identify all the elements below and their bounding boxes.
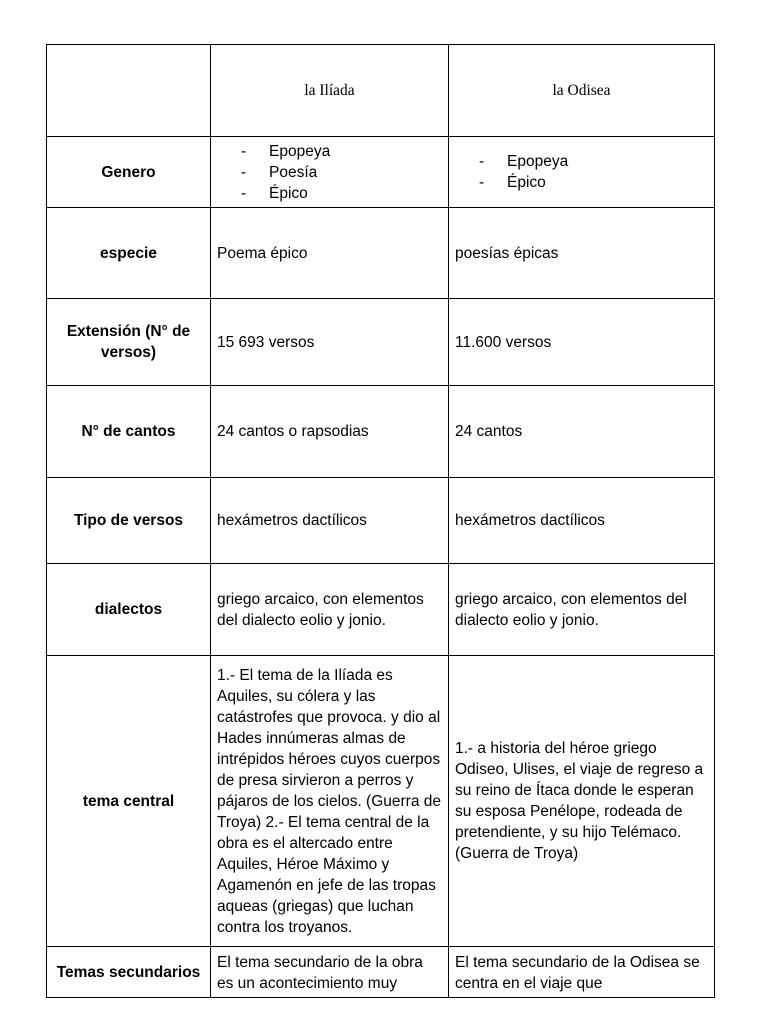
cell-dialectos-iliada: griego arcaico, con elementos del dialecto eolio y jonio. — [211, 564, 449, 656]
cell-especie-iliada: Poema épico — [211, 208, 449, 299]
list-item: - Épico — [241, 183, 442, 204]
header-iliada: la Ilíada — [211, 45, 449, 137]
list-item: - Epopeya — [479, 151, 708, 172]
row-especie — [47, 208, 715, 299]
row-dialectos — [47, 564, 715, 656]
row-temas-secundarios — [47, 947, 715, 998]
genero-odisea-list — [455, 151, 708, 193]
row-tipo-versos — [47, 478, 715, 564]
label-genero: Genero — [47, 137, 211, 208]
header-row — [47, 45, 715, 137]
list-item: - Épico — [479, 172, 708, 193]
cell-genero-odisea — [449, 137, 715, 208]
row-genero — [47, 137, 715, 208]
temas-secundarios-iliada-text: El tema secundario de la obra es un acontecimiento muy — [217, 954, 423, 992]
row-cantos — [47, 386, 715, 478]
label-tipo-versos: Tipo de versos — [47, 478, 211, 564]
list-item: - Poesía — [241, 162, 442, 183]
label-dialectos: dialectos — [47, 564, 211, 656]
cell-dialectos-odisea: griego arcaico, con elementos del dialecto eolio y jonio. — [449, 564, 715, 656]
cell-tema-central-odisea: 1.- a historia del héroe griego Odiseo, Ulises, el viaje de regreso a su reino de Ítaca donde le esperan su esposa Penélope, rodeada de pretendiente, y su hijo Telémaco. (Guerra de Troya) — [449, 656, 715, 947]
header-odisea: la Odisea — [449, 45, 715, 137]
label-cantos: N° de cantos — [47, 386, 211, 478]
cell-extension-iliada: 15 693 versos — [211, 299, 449, 386]
header-empty-cell — [47, 45, 211, 137]
cell-cantos-odisea: 24 cantos — [449, 386, 715, 478]
label-especie: especie — [47, 208, 211, 299]
cell-extension-odisea: 11.600 versos — [449, 299, 715, 386]
cell-especie-odisea: poesías épicas — [449, 208, 715, 299]
genero-iliada-list — [217, 141, 442, 204]
cell-temas-secundarios-odisea — [449, 947, 715, 998]
row-extension — [47, 299, 715, 386]
row-tema-central — [47, 656, 715, 947]
label-extension: Extensión (N° de versos) — [47, 299, 211, 386]
temas-secundarios-odisea-text: El tema secundario de la Odisea se centra en el viaje que — [455, 954, 700, 992]
label-temas-secundarios: Temas secundarios — [47, 947, 211, 998]
cell-tema-central-iliada: 1.- El tema de la Ilíada es Aquiles, su cólera y las catástrofes que provoca. y dio al Hades innúmeras almas de intrépidos héroes cuyos cuerpos de presa sirvieron a perros y pájaros de los cielos. (Guerra de Troya) 2.- El tema central de la obra es el altercado entre Aquiles, Héroe Máximo y Agamenón en jefe de las tropas aqueas (griegas) que luchan contra los troyanos. — [211, 656, 449, 947]
cell-tipo-odisea: hexámetros dactílicos — [449, 478, 715, 564]
list-item: - Epopeya — [241, 141, 442, 162]
comparison-table — [46, 44, 715, 998]
cell-temas-secundarios-iliada — [211, 947, 449, 998]
cell-cantos-iliada: 24 cantos o rapsodias — [211, 386, 449, 478]
cell-genero-iliada — [211, 137, 449, 208]
cell-tipo-iliada: hexámetros dactílicos — [211, 478, 449, 564]
label-tema-central: tema central — [47, 656, 211, 947]
